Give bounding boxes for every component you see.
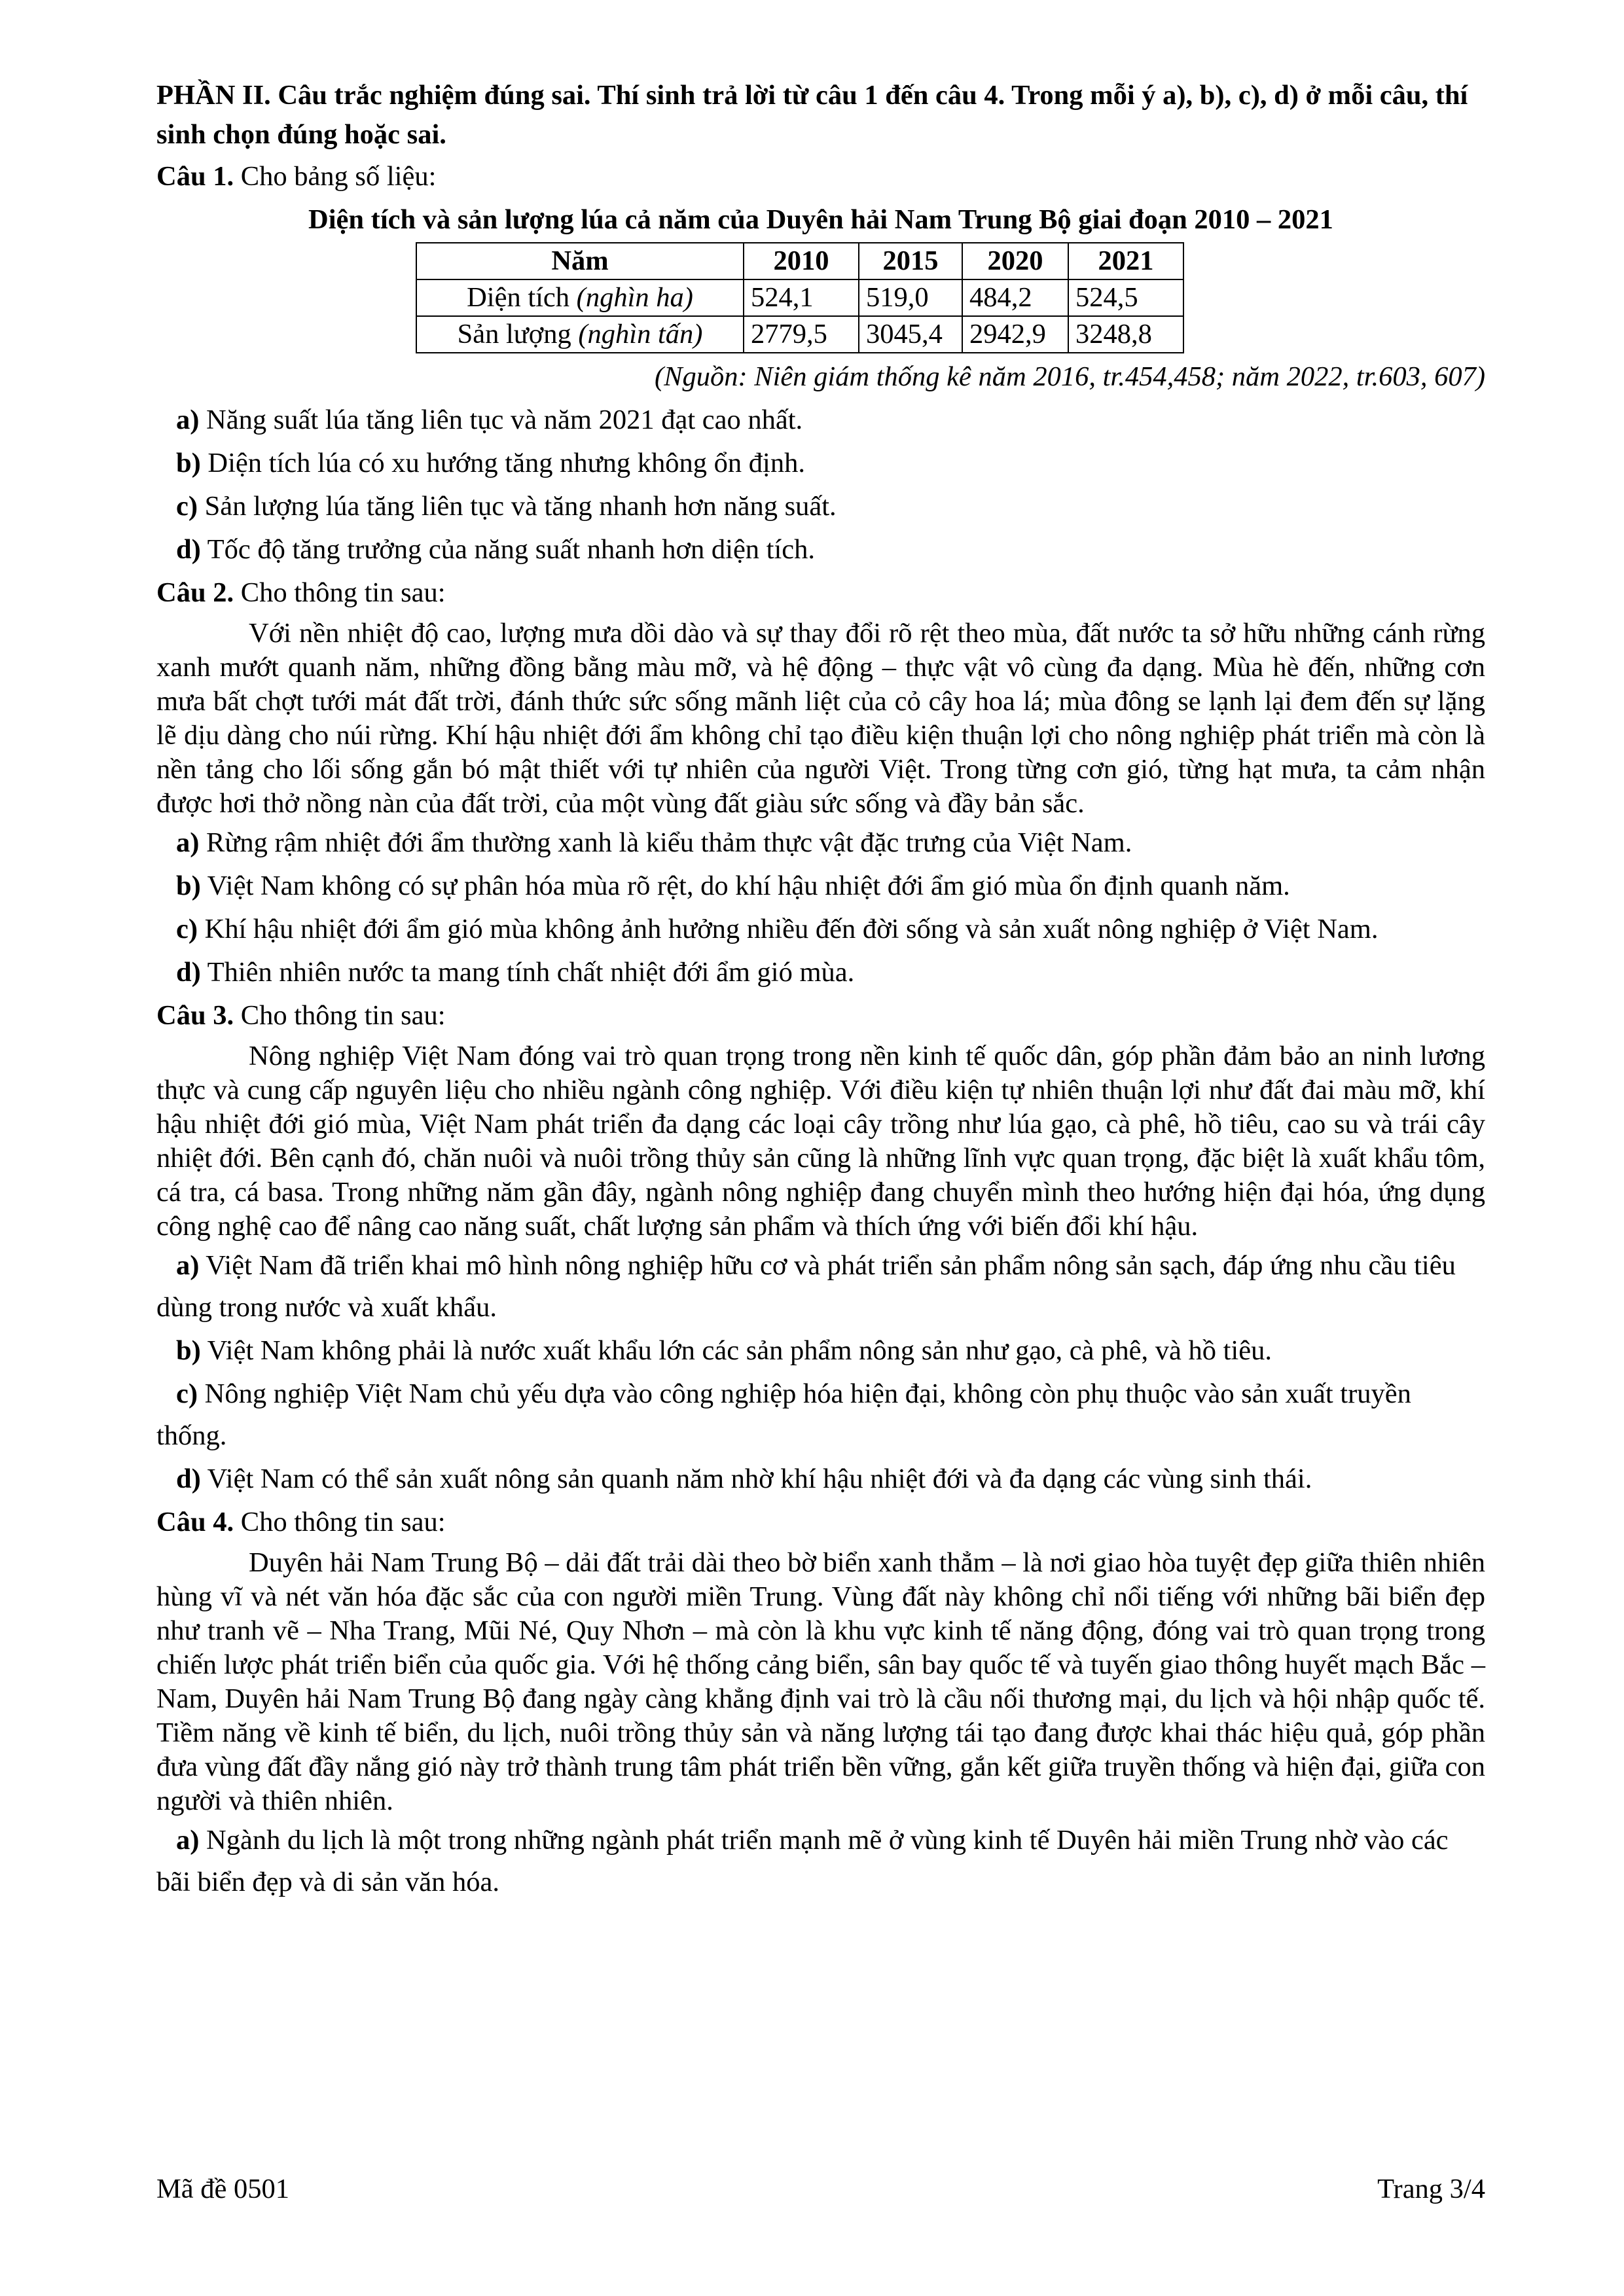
table-cell: 524,1 <box>744 279 859 316</box>
row-label <box>416 316 744 353</box>
option-key: a) <box>176 404 200 435</box>
question-label: Câu 2. <box>156 577 234 608</box>
row-unit: (nghìn tấn) <box>578 319 703 350</box>
option-d <box>156 952 1485 994</box>
option-text: Khí hậu nhiệt đới ẩm gió mùa không ảnh hưởng nhiều đến đời sống và sản xuất nông nghiệp ở Việt Nam. <box>198 914 1379 944</box>
question-2-header <box>156 572 1485 614</box>
table-header-cell: Năm <box>416 243 744 279</box>
question-1-header <box>156 156 1485 198</box>
option-key: c) <box>176 491 198 522</box>
exam-code: Mã đề 0501 <box>156 2174 290 2204</box>
option-a <box>156 1245 1485 1329</box>
row-label <box>416 279 744 316</box>
reading-paragraph: Nông nghiệp Việt Nam đóng vai trò quan trọng trong nền kinh tế quốc dân, góp phần đảm bảo an ninh lương thực và cung cấp nguyên liệu cho nhiều ngành công nghiệp. Với điều kiện tự nhiên thuận lợi như đất đai màu mỡ, khí hậu nhiệt đới gió mùa, Việt Nam phát triển đa dạng các loại cây trồng như lúa gạo, cà phê, hồ tiêu, cao su và trái cây nhiệt đới. Bên cạnh đó, chăn nuôi và nuôi trồng thủy sản cũng là những lĩnh vực quan trọng, đặc biệt là xuất khẩu tôm, cá tra, cá basa. Trong những năm gần đây, ngành nông nghiệp đang chuyển mình theo hướng hiện đại hóa, ứng dụng công nghệ cao để nâng cao năng suất, chất lượng sản phẩm và thích ứng với biến đổi khí hậu. <box>156 1041 1485 1242</box>
option-b <box>156 865 1485 907</box>
option-c <box>156 908 1485 950</box>
option-key: a) <box>176 827 200 858</box>
table-header-cell: 2015 <box>859 243 962 279</box>
option-a <box>156 399 1485 441</box>
option-text: Việt Nam có thể sản xuất nông sản quanh năm nhờ khí hậu nhiệt đới và đa dạng các vùng sinh thái. <box>200 1463 1312 1494</box>
table-header-cell: 2020 <box>962 243 1068 279</box>
option-key: c) <box>176 914 198 944</box>
option-c <box>156 1373 1485 1457</box>
table-header-cell: 2010 <box>744 243 859 279</box>
table-row <box>416 316 1183 353</box>
option-b <box>156 442 1485 484</box>
option-text: Nông nghiệp Việt Nam chủ yếu dựa vào công nghiệp hóa hiện đại, không còn phụ thuộc vào sản xuất truyền thống. <box>156 1378 1411 1451</box>
option-text: Ngành du lịch là một trong những ngành phát triển mạnh mẽ ở vùng kinh tế Duyên hải miền Trung nhờ vào các bãi biển đẹp và di sản văn hóa. <box>156 1825 1449 1897</box>
option-d <box>156 529 1485 571</box>
option-key: c) <box>176 1378 198 1409</box>
page-footer <box>156 2173 1485 2205</box>
option-text: Sản lượng lúa tăng liên tục và tăng nhanh hơn năng suất. <box>198 491 837 522</box>
option-key: a) <box>176 1250 200 1281</box>
question-prompt: Cho thông tin sau: <box>234 1000 446 1031</box>
table-header-row <box>416 243 1183 279</box>
table-header-cell: 2021 <box>1068 243 1183 279</box>
section-title: PHẦN II. Câu trắc nghiệm đúng sai. Thí sinh trả lời từ câu 1 đến câu 4. Trong mỗi ý a), b), c), d) ở mỗi câu, thí sinh chọn đúng hoặc sai. <box>156 80 1468 150</box>
table-title: Diện tích và sản lượng lúa cả năm của Duyên hải Nam Trung Bộ giai đoạn 2010 – 2021 <box>308 204 1333 235</box>
option-text: Tốc độ tăng trưởng của năng suất nhanh hơn diện tích. <box>200 534 816 565</box>
question-label: Câu 1. <box>156 161 234 192</box>
reading-paragraph: Duyên hải Nam Trung Bộ – dải đất trải dài theo bờ biển xanh thẳm – là nơi giao hòa tuyệt đẹp giữa thiên nhiên hùng vĩ và nét văn hóa đặc sắc của con người miền Trung. Vùng đất này không chỉ nổi tiếng với những bãi biển đẹp như tranh vẽ – Nha Trang, Mũi Né, Quy Nhơn – mà còn là khu vực kinh tế năng động, đóng vai trò quan trọng trong chiến lược phát triển biển của quốc gia. Với hệ thống cảng biển, sân bay quốc tế và tuyến giao thông huyết mạch Bắc – Nam, Duyên hải Nam Trung Bộ đang ngày càng khẳng định vai trò là cầu nối thương mại, du lịch và hội nhập quốc tế. Tiềm năng về kinh tế biển, du lịch, nuôi trồng thủy sản và năng lượng tái tạo đang được khai thác hiệu quả, góp phần đưa vùng đất đầy nắng gió này trở thành trung tâm phát triển bền vững, gắn kết giữa truyền thống và hiện đại, giữa con người và thiên nhiên. <box>156 1547 1485 1816</box>
option-text: Rừng rậm nhiệt đới ẩm thường xanh là kiểu thảm thực vật đặc trưng của Việt Nam. <box>199 827 1132 858</box>
option-c <box>156 486 1485 528</box>
option-key: b) <box>176 448 201 478</box>
table-row <box>416 279 1183 316</box>
option-text: Việt Nam không phải là nước xuất khẩu lớn các sản phẩm nông sản như gạo, cà phê, và hồ tiêu. <box>200 1335 1272 1366</box>
row-label-text: Sản lượng <box>457 319 571 350</box>
question-prompt: Cho thông tin sau: <box>234 577 446 608</box>
table-cell: 484,2 <box>962 279 1068 316</box>
exam-page <box>156 76 1485 1903</box>
row-label-text: Diện tích <box>467 282 570 313</box>
option-d <box>156 1458 1485 1500</box>
option-a <box>156 822 1485 864</box>
question-prompt: Cho bảng số liệu: <box>234 161 437 192</box>
option-text: Việt Nam không có sự phân hóa mùa rõ rệt, do khí hậu nhiệt đới ẩm gió mùa ổn định quanh năm. <box>200 870 1290 901</box>
data-table <box>416 242 1184 353</box>
option-key: d) <box>176 534 201 565</box>
option-key: d) <box>176 957 201 988</box>
option-a <box>156 1820 1485 1903</box>
option-b <box>156 1330 1485 1372</box>
option-key: a) <box>176 1825 200 1856</box>
page-number: Trang 3/4 <box>1377 2174 1485 2204</box>
question-label: Câu 3. <box>156 1000 234 1031</box>
table-cell: 3045,4 <box>859 316 962 353</box>
table-cell: 2942,9 <box>962 316 1068 353</box>
question-prompt: Cho thông tin sau: <box>234 1507 446 1537</box>
table-cell: 519,0 <box>859 279 962 316</box>
option-text: Thiên nhiên nước ta mang tính chất nhiệt đới ẩm gió mùa. <box>200 957 855 988</box>
option-key: d) <box>176 1463 201 1494</box>
table-cell: 3248,8 <box>1068 316 1183 353</box>
option-text: Diện tích lúa có xu hướng tăng nhưng không ổn định. <box>200 448 805 478</box>
question-3-header <box>156 995 1485 1037</box>
option-key: b) <box>176 1335 201 1366</box>
reading-paragraph: Với nền nhiệt độ cao, lượng mưa dồi dào và sự thay đổi rõ rệt theo mùa, đất nước ta sở hữu những cánh rừng xanh mướt quanh năm, những đồng bằng màu mỡ, và hệ động – thực vật vô cùng đa dạng. Mùa hè đến, những cơn mưa bất chợt tưới mát đất trời, đánh thức sức sống mãnh liệt của cỏ cây hoa lá; mùa đông se lạnh lại đem đến sự lặng lẽ dịu dàng cho núi rừng. Khí hậu nhiệt đới ẩm không chỉ tạo điều kiện thuận lợi cho nông nghiệp phát triển mà còn là nền tảng cho lối sống gắn bó mật thiết với tự nhiên của người Việt. Trong từng cơn gió, từng hạt mưa, ta cảm nhận được hơi thở nồng nàn của đất trời, của một vùng đất giàu sức sống và đầy bản sắc. <box>156 618 1485 819</box>
option-text: Việt Nam đã triển khai mô hình nông nghiệp hữu cơ và phát triển sản phẩm nông sản sạch, đáp ứng nhu cầu tiêu dùng trong nước và xuất khẩu. <box>156 1250 1456 1323</box>
row-unit: (nghìn ha) <box>576 282 693 313</box>
option-key: b) <box>176 870 201 901</box>
table-cell: 524,5 <box>1068 279 1183 316</box>
question-label: Câu 4. <box>156 1507 234 1537</box>
table-cell: 2779,5 <box>744 316 859 353</box>
question-4-header <box>156 1501 1485 1543</box>
option-text: Năng suất lúa tăng liên tục và năm 2021 đạt cao nhất. <box>199 404 803 435</box>
table-source: (Nguồn: Niên giám thống kê năm 2016, tr.454,458; năm 2022, tr.603, 607) <box>654 361 1485 392</box>
